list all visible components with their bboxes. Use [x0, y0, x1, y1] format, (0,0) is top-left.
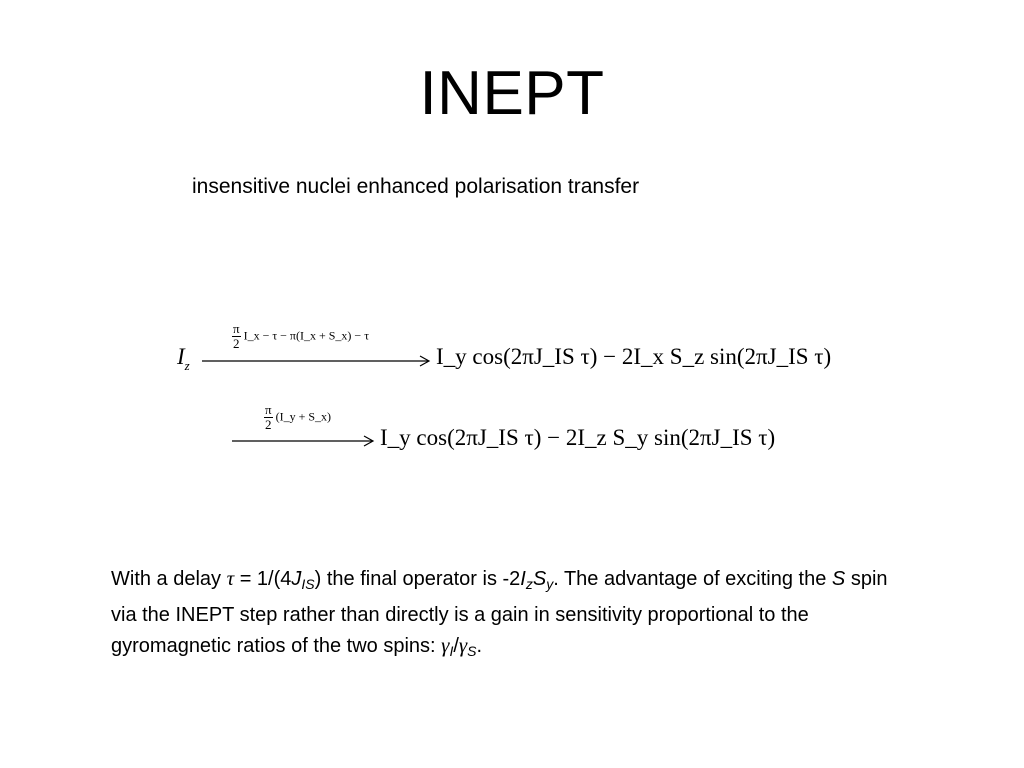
gamma-s-symbol: γ	[458, 633, 468, 657]
equation-2-rhs: I_y cos(2πJ_IS τ) − 2I_z S_y sin(2πJ_IS τ)	[380, 425, 776, 450]
slide-title: INEPT	[419, 59, 605, 128]
equation-1-arrow-label	[232, 322, 369, 351]
equation-1-lhs	[177, 344, 190, 374]
equation-1-rhs: I_y cos(2πJ_IS τ) − 2I_x S_z sin(2πJ_IS τ)	[436, 344, 832, 369]
equation-1-pulse-expr: I_x − τ − π(I_x + S_x) − τ	[243, 328, 370, 343]
tau-symbol: τ	[226, 566, 235, 590]
lhs-subscript: z	[184, 358, 190, 373]
equation-1-pulse-fraction: $\frac{\pi}{2}$	[233, 321, 240, 351]
explanation-paragraph: With a delay $\tau = 1/(4J_{IS})$ the final operator is $-2I_zS_y$. The advantage of exciting the S spin via the INEPT step rather than directly is a gain in sensitivity proportional to the gyromagnetic ratios of the two spins: $\gamma_I/\gamma_S$.	[111, 566, 888, 659]
equation-2-arrow-label	[264, 403, 331, 432]
equation-2-pulse-expr: (I_y + S_x)	[275, 409, 332, 424]
slide-subtitle: insensitive nuclei enhanced polarisation transfer	[192, 175, 640, 198]
equation-2-pulse-fraction: $\frac{\pi}{2}$	[265, 402, 272, 432]
equation-1-arrow	[202, 355, 434, 367]
equation-2-arrow	[232, 435, 378, 447]
lhs-operator: I	[177, 344, 185, 369]
gamma-i-symbol: γ	[441, 633, 450, 657]
